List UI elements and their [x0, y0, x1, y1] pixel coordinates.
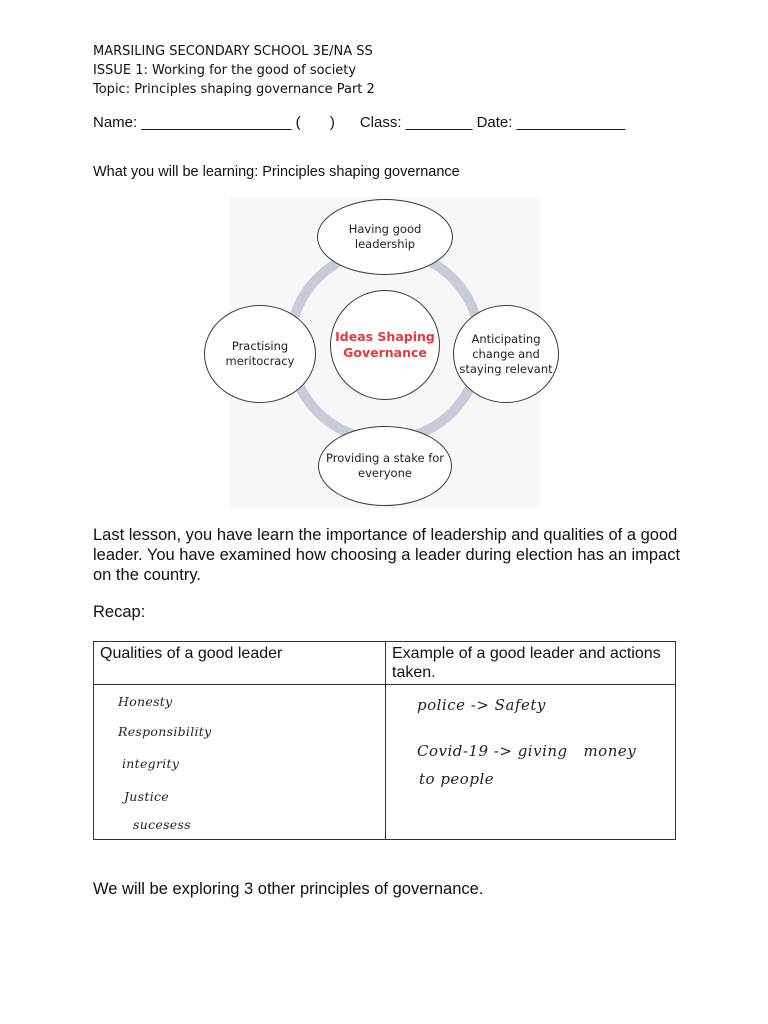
issue-line: ISSUE 1: Working for the good of society [93, 63, 357, 78]
recap-label: Recap: [93, 603, 146, 621]
diagram-node-stake: Providing a stake for everyone [318, 426, 452, 506]
intro-paragraph: Last lesson, you have learn the importance of leadership and qualities of a good leader. You have examined how choosing a leader during election has an impact on the country. [93, 526, 681, 584]
diagram-center-node: Ideas Shaping Governance [330, 290, 440, 400]
example-item: police -> Safety [417, 696, 546, 714]
quality-item: Responsibility [118, 724, 212, 739]
header-examples: Example of a good leader and actions taken. [386, 642, 676, 685]
learning-line: What you will be learning: Principles shaping governance [93, 164, 460, 180]
school-line: MARSILING SECONDARY SCHOOL 3E/NA SS [93, 44, 373, 59]
example-item: Covid-19 -> giving money [417, 742, 637, 760]
diagram-node-anticipating-change: Anticipating change and staying relevant [453, 305, 559, 403]
quality-item: integrity [122, 756, 180, 771]
name-class-date-line: Name: __________________ ( ) Class: ________ Date: _____________ [93, 114, 626, 131]
topic-line: Topic: Principles shaping governance Part 2 [93, 82, 375, 97]
quality-item: Justice [124, 789, 169, 804]
quality-item: sucesess [133, 817, 191, 832]
diagram-node-leadership: Having good leadership [317, 199, 453, 275]
recap-table [93, 641, 676, 840]
header-qualities: Qualities of a good leader [94, 642, 386, 685]
example-item: to people [419, 770, 495, 788]
quality-item: Honesty [118, 694, 173, 709]
diagram-node-meritocracy: Practising meritocracy [204, 305, 316, 403]
closing-line: We will be exploring 3 other principles of governance. [93, 880, 484, 898]
